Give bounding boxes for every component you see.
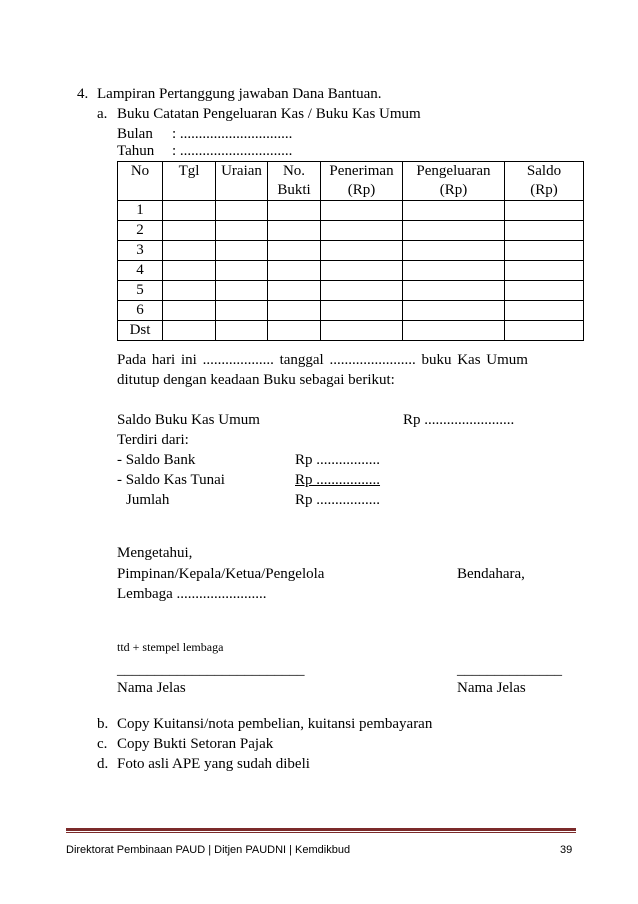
item-a-title: Buku Catatan Pengeluaran Kas / Buku Kas Umum xyxy=(117,106,421,122)
table-cell xyxy=(268,321,321,341)
table-cell xyxy=(505,201,584,221)
table-cell xyxy=(505,321,584,341)
lembaga-label: Lembaga ........................ xyxy=(117,586,267,602)
table-row xyxy=(118,221,584,241)
table-header-row xyxy=(118,162,584,201)
pimpinan-label: Pimpinan/Kepala/Ketua/Pengelola xyxy=(117,566,325,582)
table-cell xyxy=(216,281,268,301)
table-cell xyxy=(268,301,321,321)
table-cell xyxy=(505,261,584,281)
nama-jelas-right: Nama Jelas xyxy=(457,680,526,696)
item-a-letter: a. xyxy=(97,106,108,122)
bulan-value: : .............................. xyxy=(172,126,293,142)
table-row xyxy=(118,261,584,281)
jumlah-label: Jumlah xyxy=(126,492,170,508)
table-row xyxy=(118,281,584,301)
table-cell xyxy=(216,301,268,321)
table-cell xyxy=(163,221,216,241)
table-cell xyxy=(321,281,403,301)
table-cell xyxy=(403,301,505,321)
section-number: 4. xyxy=(77,86,89,102)
closing-line-2: ditutup dengan keadaan Buku sebagai berikut: xyxy=(117,372,395,388)
table-cell xyxy=(505,241,584,261)
terdiri-label: Terdiri dari: xyxy=(117,432,189,448)
bulan-label: Bulan xyxy=(117,126,153,142)
section-title: Lampiran Pertanggung jawaban Dana Bantuan. xyxy=(97,86,382,102)
table-cell xyxy=(321,201,403,221)
ttd-note: ttd + stempel lembaga xyxy=(117,640,224,654)
footer-rule-thin xyxy=(66,832,576,833)
table-cell xyxy=(505,301,584,321)
table-cell xyxy=(268,241,321,261)
closing-line-1: Pada hari ini ................... tanggal ....................... buku Kas Umum xyxy=(117,352,528,368)
mengetahui-label: Mengetahui, xyxy=(117,545,193,561)
bank-value: Rp ................. xyxy=(295,452,381,468)
row-number: 1 xyxy=(118,201,163,221)
header-uraian: Uraian xyxy=(216,162,268,201)
item-d-text: Foto asli APE yang sudah dibeli xyxy=(117,756,310,772)
table-cell xyxy=(403,241,505,261)
item-b-text: Copy Kuitansi/nota pembelian, kuitansi pembayaran xyxy=(117,716,433,732)
table-cell xyxy=(403,281,505,301)
item-c-letter: c. xyxy=(97,736,108,752)
table-cell xyxy=(505,221,584,241)
tunai-label: - Saldo Kas Tunai xyxy=(117,472,225,488)
table-cell xyxy=(403,201,505,221)
tahun-value: : .............................. xyxy=(172,143,293,159)
row-number: 6 xyxy=(118,301,163,321)
bank-label: - Saldo Bank xyxy=(117,452,196,468)
page-number: 39 xyxy=(560,844,573,856)
row-number: 2 xyxy=(118,221,163,241)
footer-rule-thick xyxy=(66,828,576,831)
table-cell xyxy=(321,221,403,241)
nama-jelas-left: Nama Jelas xyxy=(117,680,186,696)
signature-line-right: ______________ xyxy=(457,662,562,678)
table-cell xyxy=(163,321,216,341)
table-row xyxy=(118,241,584,261)
footer-text: Direktorat Pembinaan PAUD | Ditjen PAUDNI | Kemdikbud xyxy=(66,844,351,856)
table-cell xyxy=(163,281,216,301)
table-cell xyxy=(163,261,216,281)
header-pengeluaran: Pengeluaran (Rp) xyxy=(403,162,505,201)
table-cell xyxy=(321,261,403,281)
row-number: 4 xyxy=(118,261,163,281)
table-cell xyxy=(403,321,505,341)
table-cell xyxy=(216,221,268,241)
item-d-letter: d. xyxy=(97,756,109,772)
tunai-value: Rp ................. xyxy=(295,472,381,488)
item-b-letter: b. xyxy=(97,716,109,732)
table-cell xyxy=(403,261,505,281)
header-penerimaan: Peneriman (Rp) xyxy=(321,162,403,201)
tahun-label: Tahun xyxy=(117,143,155,159)
item-c-text: Copy Bukti Setoran Pajak xyxy=(117,736,274,752)
header-saldo: Saldo (Rp) xyxy=(505,162,584,201)
table-row xyxy=(118,301,584,321)
header-tgl: Tgl xyxy=(163,162,216,201)
header-no: No xyxy=(118,162,163,201)
table-cell xyxy=(321,301,403,321)
row-number: 5 xyxy=(118,281,163,301)
table-cell xyxy=(268,261,321,281)
table-cell xyxy=(505,281,584,301)
table-cell xyxy=(403,221,505,241)
table-cell xyxy=(216,321,268,341)
table-cell xyxy=(268,201,321,221)
table-cell xyxy=(216,261,268,281)
table-cell xyxy=(163,301,216,321)
header-no-bukti: No. Bukti xyxy=(268,162,321,201)
jumlah-value: Rp ................. xyxy=(295,492,381,508)
saldo-value: Rp ........................ xyxy=(403,412,515,428)
table-cell xyxy=(216,201,268,221)
row-number: 3 xyxy=(118,241,163,261)
signature-line-left: _________________________ xyxy=(117,662,305,678)
table-cell xyxy=(268,221,321,241)
table-cell xyxy=(268,281,321,301)
table-cell xyxy=(163,241,216,261)
table-row xyxy=(118,201,584,221)
bendahara-label: Bendahara, xyxy=(457,566,525,582)
table-cell xyxy=(321,241,403,261)
kas-table xyxy=(117,161,584,341)
table-cell xyxy=(163,201,216,221)
row-number: Dst xyxy=(118,321,163,341)
table-row xyxy=(118,321,584,341)
table-cell xyxy=(321,321,403,341)
table-cell xyxy=(216,241,268,261)
saldo-label: Saldo Buku Kas Umum xyxy=(117,412,260,428)
